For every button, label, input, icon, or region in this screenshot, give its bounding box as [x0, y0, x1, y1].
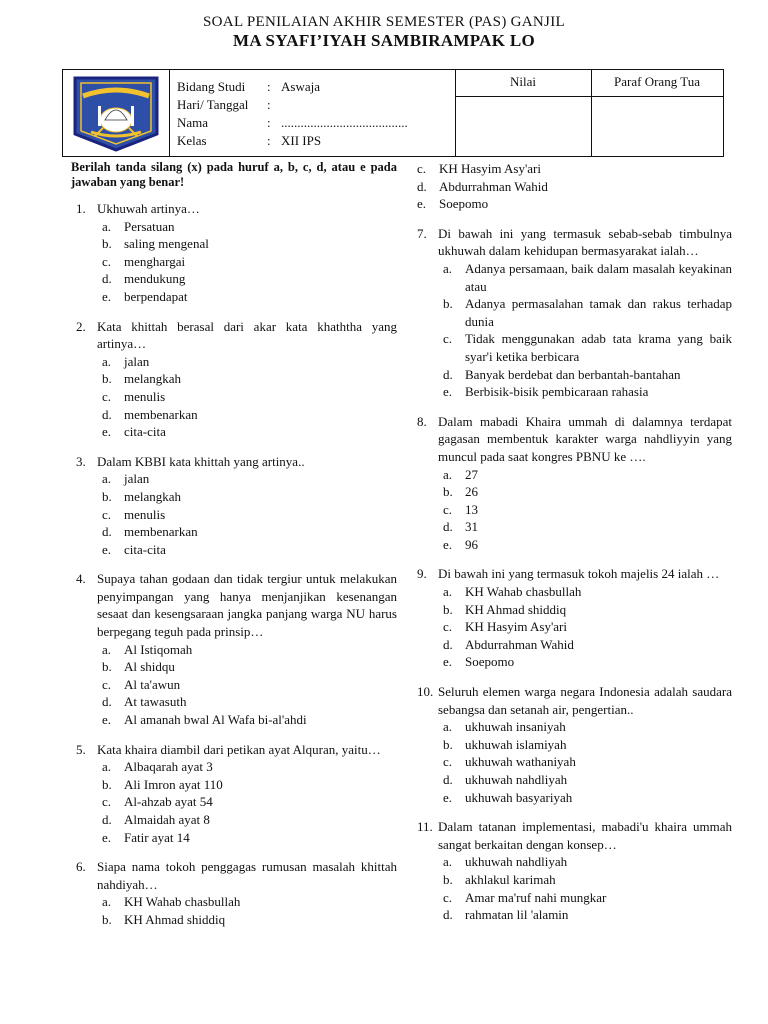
option-letter: c.: [102, 794, 112, 810]
question-number: 6.: [76, 859, 86, 875]
option-text: cita-cita: [124, 424, 166, 440]
header-table: [62, 69, 724, 157]
option-text: akhlakul karimah: [465, 871, 556, 887]
option-letter: e.: [417, 196, 427, 212]
option-letter: a.: [102, 894, 112, 910]
option-letter: a.: [443, 260, 453, 276]
answer-option: [97, 523, 397, 541]
answer-option: [438, 330, 732, 365]
answer-option: [97, 288, 397, 306]
option-letter: c.: [417, 161, 427, 176]
option-letter: b.: [102, 371, 112, 387]
option-letter: b.: [443, 736, 453, 752]
question-number: 5.: [76, 741, 86, 757]
answer-option: [97, 253, 397, 271]
option-letter: c.: [102, 388, 112, 404]
option-text: 13: [465, 501, 478, 517]
option-letter: a.: [102, 218, 112, 234]
answer-option: [438, 483, 732, 501]
option-text: jalan: [124, 471, 150, 487]
answer-option: [97, 693, 397, 711]
option-letter: e.: [102, 541, 112, 557]
option-letter: e.: [443, 654, 453, 670]
option-text: Al amanah bwal Al Wafa bi-al'ahdi: [124, 712, 307, 728]
question-number: 2.: [76, 318, 86, 334]
question-8: [412, 413, 732, 554]
right-column: [412, 160, 732, 936]
question-text: Di bawah ini yang termasuk sebab-sebab timbulnya ukhuwah dalam kehidupan bermasyarakat ialah…: [438, 225, 732, 259]
option-text: Soepomo: [465, 654, 515, 670]
option-letter: a.: [102, 353, 112, 369]
question-11: [412, 818, 732, 924]
option-text: menulis: [124, 388, 166, 404]
answer-option: [438, 295, 732, 330]
option-text: Tidak menggunakan adab tata krama yang baik syar'i ketika berbicara: [465, 331, 732, 364]
answer-option: [438, 260, 732, 295]
header-divider: [455, 96, 723, 97]
option-text: Al ta'awun: [124, 676, 181, 692]
option-letter: b.: [443, 601, 453, 617]
option-text: KH Hasyim Asy'ari: [465, 619, 568, 635]
info-row-date: Hari/ Tanggal :: [177, 97, 271, 112]
answer-option: [97, 676, 397, 694]
answer-option: [97, 793, 397, 811]
question-10: [412, 683, 732, 806]
answer-option: [438, 383, 732, 401]
option-text: membenarkan: [124, 406, 198, 422]
answer-option: [438, 789, 732, 807]
option-text: cita-cita: [124, 541, 166, 557]
option-text: jalan: [124, 353, 150, 369]
parent-signature-label: Paraf Orang Tua: [614, 74, 700, 89]
question-number: 1.: [76, 201, 86, 216]
option-letter: d.: [443, 366, 453, 382]
option-text: menulis: [124, 506, 166, 522]
option-letter: d.: [102, 812, 112, 827]
option-letter: a.: [443, 584, 453, 600]
answer-option: [97, 829, 397, 847]
option-letter: b.: [443, 296, 453, 312]
parent-signature-cell: [591, 70, 723, 156]
option-text: 96: [465, 536, 478, 552]
answer-option: [97, 893, 397, 911]
option-letter: c.: [102, 253, 112, 269]
option-letter: c.: [443, 331, 453, 347]
question-number: 7.: [417, 225, 427, 241]
option-letter: e.: [102, 288, 112, 304]
option-letter: b.: [443, 871, 453, 887]
option-text: ukhuwah insaniyah: [465, 719, 566, 735]
answer-option: [97, 406, 397, 424]
option-letter: b.: [102, 488, 112, 504]
option-text: 26: [465, 484, 478, 500]
info-row-class: Kelas : XII IPS: [177, 133, 322, 148]
option-text: Al-ahzab ayat 54: [124, 794, 213, 810]
logo-cell: [63, 70, 170, 156]
question-5: [71, 741, 397, 847]
option-letter: e.: [443, 384, 453, 400]
question-number: 4.: [76, 571, 86, 587]
option-letter: b.: [102, 776, 112, 792]
answer-option: [438, 753, 732, 771]
option-letter: d.: [102, 406, 112, 422]
answer-option: [97, 776, 397, 794]
option-text: Banyak berdebat dan berbantah-bantahan: [465, 366, 681, 382]
option-text: ukhuwah nahdliyah: [465, 854, 568, 870]
option-letter: d.: [102, 694, 112, 710]
option-letter: c.: [443, 501, 453, 517]
answer-option: [438, 618, 732, 636]
answer-option: [97, 353, 397, 371]
option-text: membenarkan: [124, 524, 198, 540]
option-letter: e.: [102, 424, 112, 440]
answer-option: [412, 178, 732, 196]
option-text: Al Istiqomah: [124, 641, 193, 657]
option-letter: b.: [102, 911, 112, 927]
answer-option: [438, 889, 732, 907]
answer-option: [97, 218, 397, 236]
question-number: 3.: [76, 453, 86, 469]
option-text: saling mengenal: [124, 236, 209, 252]
option-text: ukhuwah nahdliyah: [465, 772, 568, 787]
option-text: KH Wahab chasbullah: [124, 894, 241, 910]
option-letter: b.: [443, 484, 453, 500]
question-text: Siapa nama tokoh penggagas rumusan masalah khittah nahdiyah…: [97, 859, 397, 892]
score-label: Nilai: [510, 74, 536, 89]
option-text: Abdurrahman Wahid: [465, 636, 574, 652]
option-letter: b.: [102, 236, 112, 252]
option-text: ukhuwah wathaniyah: [465, 754, 576, 770]
answer-option: [438, 853, 732, 871]
answer-option: [412, 195, 732, 213]
answer-option: [97, 541, 397, 559]
option-letter: a.: [443, 466, 453, 482]
answer-option: [97, 758, 397, 776]
question-7: [412, 225, 732, 401]
question-9: [412, 565, 732, 671]
info-row-subject: Bidang Studi : Aswaja: [177, 79, 320, 94]
option-letter: d.: [443, 519, 453, 535]
option-letter: d.: [417, 178, 427, 194]
answer-option: [438, 636, 732, 654]
answer-option: [412, 160, 732, 178]
question-1: [71, 200, 397, 306]
option-text: At tawasuth: [124, 694, 187, 710]
answer-option: [438, 501, 732, 519]
answer-option: [438, 466, 732, 484]
option-text: KH Ahmad shiddiq: [465, 601, 567, 617]
option-text: mendukung: [124, 271, 186, 287]
instructions: Berilah tanda silang (x) pada huruf a, b, c, d, atau e pada jawaban yang benar!: [71, 160, 397, 189]
option-text: rahmatan lil 'alamin: [465, 907, 569, 923]
option-text: 31: [465, 519, 478, 535]
option-letter: d.: [443, 772, 453, 787]
option-letter: d.: [443, 907, 453, 923]
option-letter: d.: [102, 271, 112, 287]
option-text: melangkah: [124, 371, 182, 387]
option-letter: a.: [443, 719, 453, 735]
option-letter: d.: [443, 636, 453, 652]
question-text: Dalam KBBI kata khittah yang artinya..: [97, 453, 305, 469]
question-text: Seluruh elemen warga negara Indonesia adalah saudara sebangsa dan setanah air, pengertian..: [438, 684, 732, 717]
option-letter: b.: [102, 659, 112, 675]
score-cell: [455, 70, 592, 156]
option-letter: c.: [443, 619, 453, 635]
option-letter: a.: [102, 759, 112, 775]
option-text: Fatir ayat 14: [124, 829, 190, 845]
answer-option: [97, 470, 397, 488]
option-text: Soepomo: [439, 196, 489, 212]
answer-option: [97, 506, 397, 524]
answer-option: [97, 911, 397, 929]
answer-option: [438, 536, 732, 554]
question-6: [71, 858, 397, 928]
option-text: Al shidqu: [124, 659, 175, 675]
option-text: 27: [465, 466, 478, 482]
answer-option: [438, 718, 732, 736]
option-text: Almaidah ayat 8: [124, 812, 210, 827]
school-name: MA SYAFI’IYAH SAMBIRAMPAK LO: [233, 31, 535, 50]
option-text: melangkah: [124, 488, 182, 504]
option-text: Adanya persamaan, baik dalam masalah keyakinan atau: [465, 260, 732, 294]
option-text: Ali Imron ayat 110: [124, 776, 223, 792]
option-text: ukhuwah basyariyah: [465, 789, 573, 805]
option-text: KH Ahmad shiddiq: [124, 911, 226, 927]
answer-option: [438, 736, 732, 754]
left-column: [71, 160, 397, 941]
question-text: Kata khaira diambil dari petikan ayat Alquran, yaitu…: [97, 741, 381, 757]
question-text: Dalam tatanan implementasi, mabadi'u khaira ummah sangat berkaitan dengan konsep…: [438, 819, 732, 852]
question-number: 8.: [417, 413, 427, 429]
question-text: Supaya tahan godaan dan tidak tergiur untuk melakukan penyimpangan yang hanya menjanjikan kesenangan sesaat dan kesengsaraan jangka panjang warga NU harus berpegang teguh pada prinsip…: [97, 571, 397, 640]
option-letter: c.: [102, 676, 112, 692]
option-letter: a.: [443, 854, 453, 870]
answer-option: [97, 423, 397, 441]
option-letter: c.: [443, 889, 453, 905]
option-letter: e.: [102, 712, 112, 728]
option-text: berpendapat: [124, 288, 188, 304]
answer-option: [97, 641, 397, 659]
option-letter: e.: [443, 536, 453, 552]
answer-option: [97, 488, 397, 506]
option-letter: a.: [102, 471, 112, 487]
answer-option: [438, 583, 732, 601]
option-text: Persatuan: [124, 218, 175, 234]
option-text: Adanya permasalahan tamak dan rakus terhadap dunia: [465, 296, 732, 329]
answer-option: [97, 811, 397, 829]
option-letter: a.: [102, 641, 112, 657]
question-text: Dalam mabadi Khaira ummah di dalamnya terdapat gagasan membentuk karakter warga nahdliyyin yang muncul pada saat kongres PBNU ke ….: [438, 413, 732, 464]
question-text: Di bawah ini yang termasuk tokoh majelis 24 ialah …: [438, 566, 720, 582]
question-3: [71, 453, 397, 559]
option-text: KH Hasyim Asy'ari: [439, 161, 542, 176]
answer-option: [438, 518, 732, 536]
question-number: 11.: [417, 819, 433, 835]
option-text: ukhuwah islamiyah: [465, 736, 567, 752]
question-number: 10.: [417, 684, 434, 700]
answer-option: [97, 388, 397, 406]
option-text: Berbisik-bisik pembicaraan rahasia: [465, 384, 649, 400]
answer-option: [438, 601, 732, 619]
answer-option: [97, 658, 397, 676]
answer-option: [438, 366, 732, 384]
option-text: KH Wahab chasbullah: [465, 584, 582, 600]
question-6-continued: [412, 160, 732, 213]
option-text: Abdurrahman Wahid: [439, 178, 548, 194]
info-row-name: Nama : .......................................: [177, 115, 408, 130]
option-letter: e.: [443, 789, 453, 805]
option-text: Amar ma'ruf nahi mungkar: [465, 889, 607, 905]
answer-option: [438, 906, 732, 924]
question-4: [71, 570, 397, 728]
school-emblem-icon: [69, 74, 163, 152]
question-2: [71, 318, 397, 441]
question-text: Ukhuwah artinya…: [97, 201, 200, 216]
answer-option: [97, 370, 397, 388]
option-letter: d.: [102, 524, 112, 540]
option-letter: c.: [102, 506, 112, 522]
option-text: menghargai: [124, 253, 186, 269]
option-letter: e.: [102, 829, 112, 845]
question-number: 9.: [417, 566, 427, 582]
answer-option: [438, 871, 732, 889]
answer-option: [438, 771, 732, 789]
question-text: Kata khittah berasal dari akar kata khaththa yang artinya…: [97, 318, 397, 352]
option-letter: c.: [443, 754, 453, 770]
answer-option: [97, 270, 397, 288]
exam-title: SOAL PENILAIAN AKHIR SEMESTER (PAS) GANJIL: [203, 14, 565, 30]
answer-option: [97, 235, 397, 253]
answer-option: [97, 711, 397, 729]
student-info-cell: [169, 70, 456, 156]
option-text: Albaqarah ayat 3: [124, 759, 213, 775]
answer-option: [438, 653, 732, 671]
